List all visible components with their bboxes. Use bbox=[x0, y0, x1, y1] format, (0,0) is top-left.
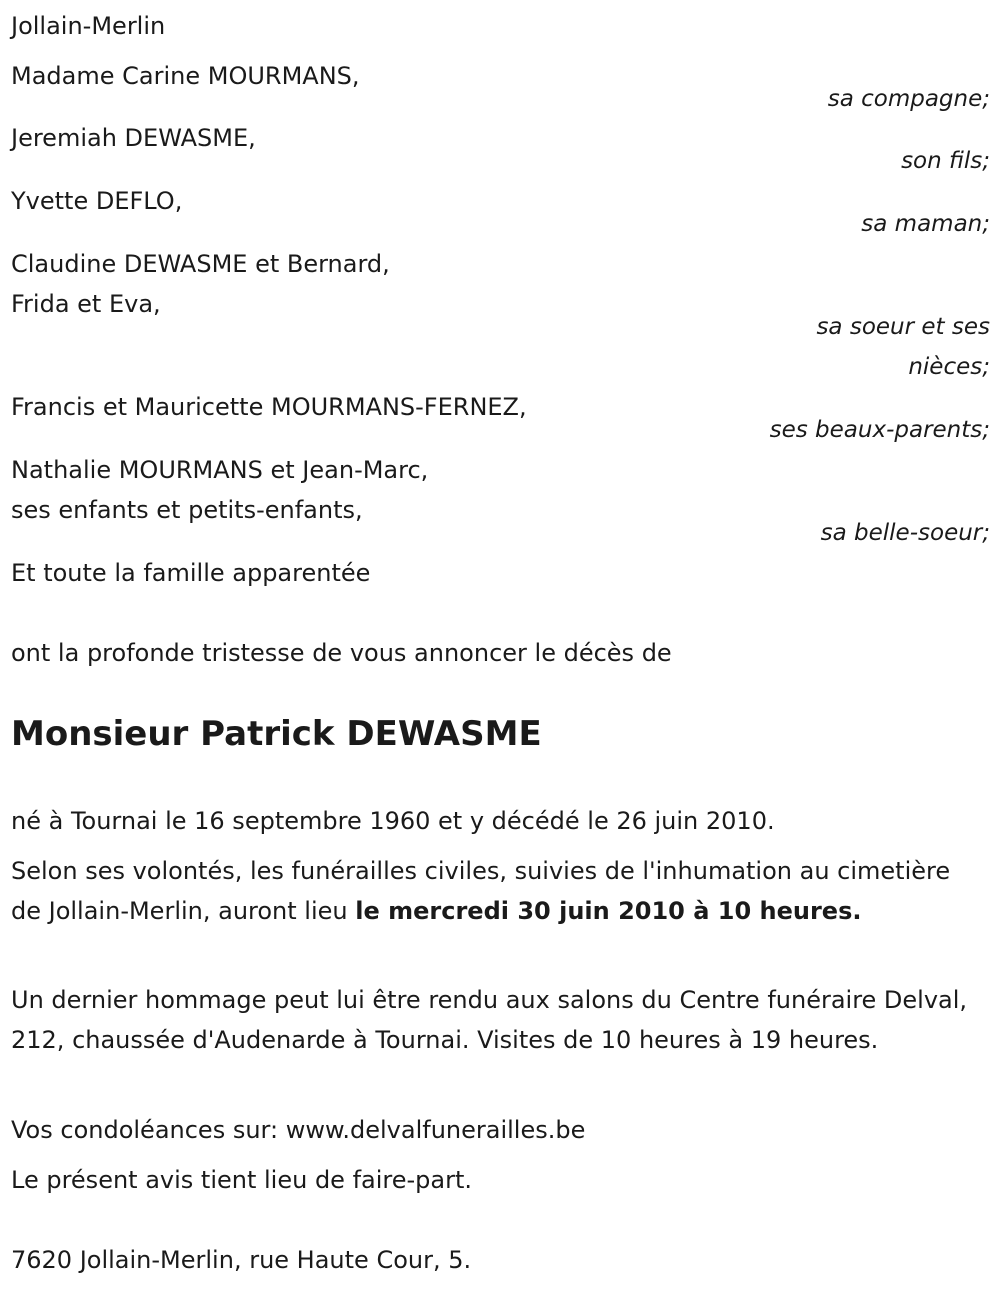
deceased-name: Monsieur Patrick DEWASME bbox=[11, 714, 542, 754]
closing-family: Et toute la famille apparentée bbox=[11, 559, 371, 587]
family-member-name: Frida et Eva, bbox=[11, 290, 161, 318]
notice-line: Le présent avis tient lieu de faire-part. bbox=[11, 1166, 473, 1194]
funeral-date: le mercredi 30 juin 2010 à 10 heures. bbox=[355, 897, 862, 925]
village-name: Jollain-Merlin bbox=[11, 12, 166, 40]
funeral-text: Selon ses volontés, les funérailles civiles, suivies de l'inhumation au cimetière de Jollain-Merlin, auront lieu bbox=[11, 857, 951, 925]
announcement: ont la profonde tristesse de vous annoncer le décès de bbox=[11, 639, 672, 667]
family-relation: sa belle-soeur; bbox=[820, 520, 990, 546]
family-member-name: Yvette DEFLO, bbox=[11, 187, 183, 215]
family-member-name: Jeremiah DEWASME, bbox=[11, 124, 256, 152]
birth-death-dates: né à Tournai le 16 septembre 1960 et y décédé le 26 juin 2010. bbox=[11, 807, 775, 835]
family-relation: ses beaux-parents; bbox=[769, 417, 990, 443]
family-member-name: Claudine DEWASME et Bernard, bbox=[11, 250, 390, 278]
family-relation: sa compagne; bbox=[827, 86, 990, 112]
family-member-name: Francis et Mauricette MOURMANS-FERNEZ, bbox=[11, 393, 527, 421]
family-relation: sa soeur et ses bbox=[816, 314, 990, 340]
homage-paragraph: Un dernier hommage peut lui être rendu aux salons du Centre funéraire Delval, 212, chaussée d'Audenarde à Tournai. Visites de 10 heures à 19 heures. bbox=[11, 986, 968, 1054]
family-relation: son fils; bbox=[901, 148, 990, 174]
family-member-name: Nathalie MOURMANS et Jean-Marc, bbox=[11, 456, 429, 484]
family-relation: sa maman; bbox=[861, 211, 990, 237]
family-member-name: ses enfants et petits-enfants, bbox=[11, 496, 363, 524]
condolences-line: Vos condoléances sur: www.delvalfunerailles.be bbox=[11, 1116, 586, 1144]
funeral-paragraph bbox=[11, 851, 971, 931]
address-line: 7620 Jollain-Merlin, rue Haute Cour, 5. bbox=[11, 1246, 472, 1274]
family-relation: nièces; bbox=[908, 354, 990, 380]
family-member-name: Madame Carine MOURMANS, bbox=[11, 62, 360, 90]
